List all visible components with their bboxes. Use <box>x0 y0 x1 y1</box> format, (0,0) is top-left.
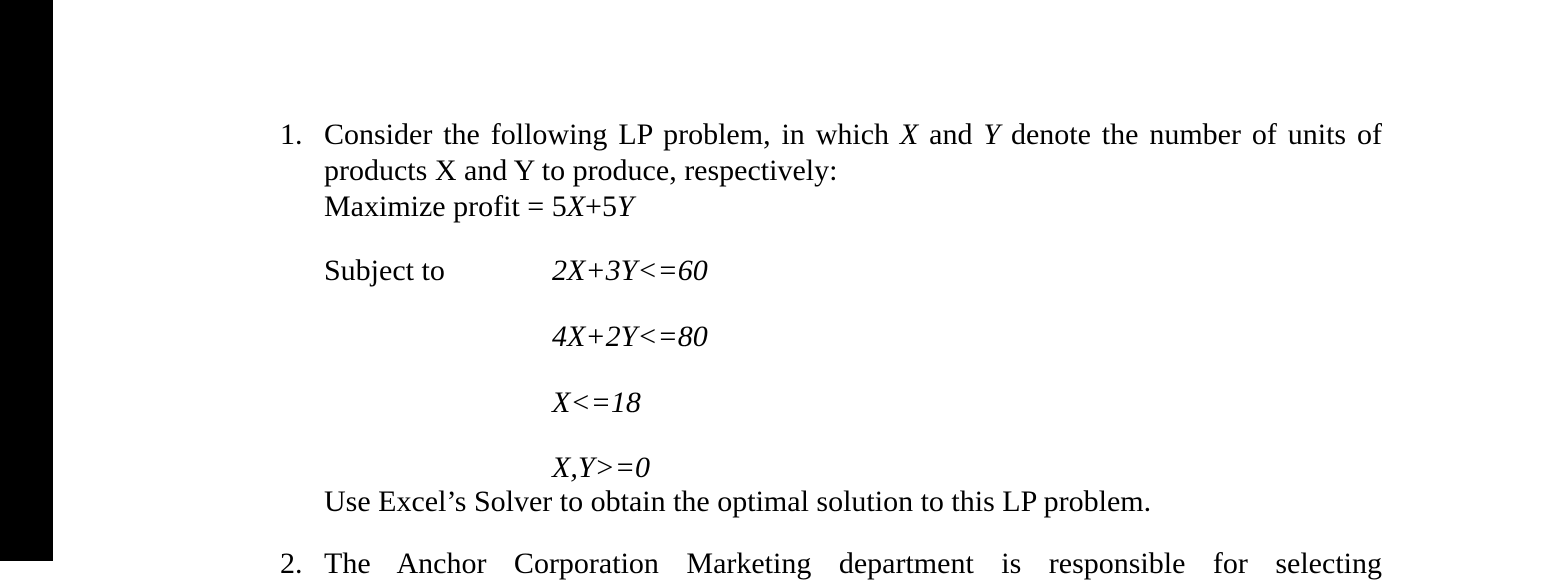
constraint-4: X,Y>=0 <box>552 451 650 484</box>
constraint-3: X<=18 <box>552 386 641 419</box>
question-intro-line-2: products X and Y to produce, respectively: <box>324 154 838 187</box>
objective-var-y: Y <box>616 190 634 223</box>
solver-instruction: Use Excel’s Solver to obtain the optimal solution to this LP problem. <box>324 485 1152 518</box>
question-intro-line-1 <box>324 117 1382 153</box>
objective-var-x: X <box>566 190 586 223</box>
objective-plus: +5 <box>585 190 617 223</box>
objective-function <box>324 189 634 225</box>
intro-segment: denote the number of units of <box>1000 118 1382 151</box>
next-question-number: 2. <box>280 547 303 580</box>
document-page <box>53 0 1560 561</box>
constraint-2: 4X+2Y<=80 <box>552 320 708 353</box>
objective-label: Maximize profit = 5 <box>324 190 567 223</box>
intro-segment: and <box>918 118 984 151</box>
question-number: 1. <box>280 118 303 151</box>
subject-to-label: Subject to <box>324 254 445 287</box>
intro-segment: X <box>899 118 919 151</box>
next-question-text: The Anchor Corporation Marketing department is responsible for selecting <box>324 547 1382 580</box>
constraint-1: 2X+3Y<=60 <box>552 254 708 287</box>
left-black-margin <box>0 0 53 561</box>
intro-segment: Y <box>983 118 1001 151</box>
intro-segment: Consider the following LP problem, in which <box>324 118 900 151</box>
